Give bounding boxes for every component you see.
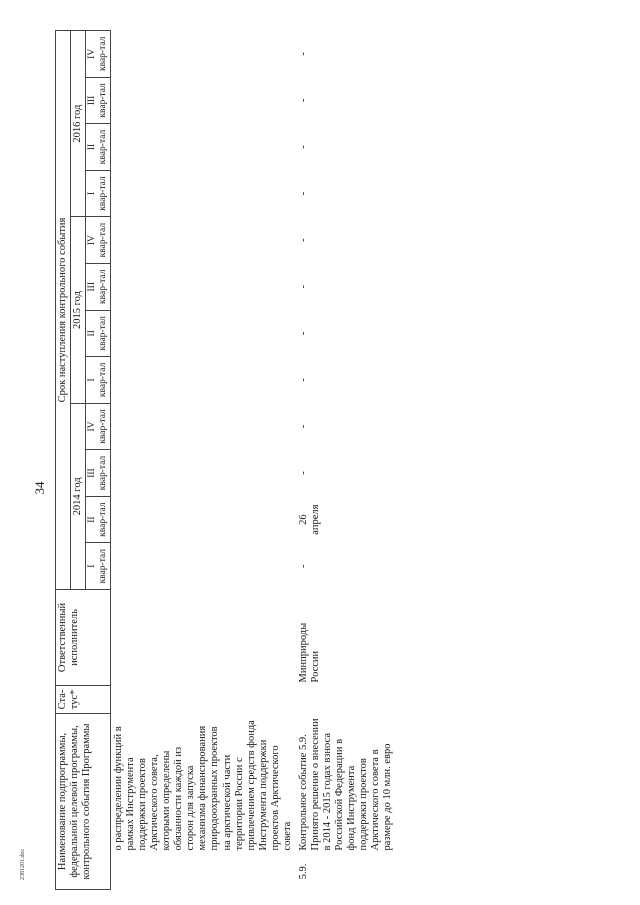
- row-cell: [110, 263, 295, 310]
- row-cell: [110, 310, 295, 357]
- header-quarter: II квар-тал: [86, 124, 111, 171]
- header-quarter: I квар-тал: [86, 543, 111, 590]
- header-quarter: IV квар-тал: [86, 403, 111, 450]
- header-deadline: Срок наступления контрольного события: [56, 31, 71, 590]
- header-year-2014: 2014 год: [71, 403, 86, 589]
- row-executor: Минприроды России: [297, 622, 321, 683]
- row-cell: -: [297, 52, 309, 56]
- row-executor: [110, 589, 295, 685]
- header-quarter: IV квар-тал: [86, 31, 111, 78]
- row-cell: [110, 450, 295, 497]
- row-cell: -: [297, 238, 309, 242]
- row-cell: -: [297, 564, 309, 568]
- header-quarter: IV квар-тал: [86, 217, 111, 264]
- row-cell: [110, 77, 295, 124]
- row-cell: [110, 357, 295, 404]
- row-cell: 26 апреля: [297, 504, 321, 535]
- header-quarter: III квар-тал: [86, 77, 111, 124]
- row-cell: -: [297, 145, 309, 149]
- row-status: [110, 685, 295, 713]
- header-quarter: III квар-тал: [86, 263, 111, 310]
- row-cell: [110, 124, 295, 171]
- header-year-2015: 2015 год: [71, 217, 86, 403]
- header-quarter: III квар-тал: [86, 450, 111, 497]
- row-cell: [110, 543, 295, 590]
- row-number: 5.9.: [297, 863, 309, 880]
- page-number: 34: [32, 481, 47, 495]
- header-quarter: I квар-тал: [86, 357, 111, 404]
- row-cell: [110, 170, 295, 217]
- header-executor: Ответственный исполнитель: [56, 589, 111, 685]
- control-events-table: [55, 30, 396, 890]
- header-quarter: II квар-тал: [86, 310, 111, 357]
- row-cell: -: [297, 331, 309, 336]
- row-cell: -: [297, 424, 309, 429]
- row-cell: -: [297, 284, 309, 289]
- row-cell: -: [297, 471, 309, 475]
- document-footer: 2381201.doc: [20, 848, 26, 880]
- row-name: о распределении функций в рамках Инструмента поддержки проектов Арктического совета, которыми определены обязанности каждой из сторон для запуска механизма финансирования природоохранных проектов на арктической части территории России с привлечением средств фонда Инструмента поддержки проектов Арктического совета: [112, 720, 293, 851]
- table-row: [296, 31, 397, 890]
- rotated-table-sheet: [55, 30, 575, 890]
- row-number: [110, 854, 295, 890]
- table-row: [110, 31, 295, 890]
- row-cell: [110, 403, 295, 450]
- header-quarter: I квар-тал: [86, 170, 111, 217]
- row-cell: -: [297, 378, 309, 382]
- row-cell: [110, 217, 295, 264]
- row-name: Контрольное событие 5.9. Принято решение о внесении в 2014 - 2015 годах взноса Российской Федерации в фонд Инструмента поддержки проектов Арктического совета в размере до 10 млн. евро: [297, 718, 394, 851]
- row-cell: -: [297, 98, 309, 103]
- header-status: Ста-тус*: [56, 685, 111, 713]
- header-name: Наименование подпрограммы, федеральной целевой программы, контрольного события Программы: [56, 713, 111, 889]
- header-quarter: II квар-тал: [86, 496, 111, 543]
- row-cell: -: [297, 191, 309, 196]
- row-status: [296, 685, 397, 713]
- row-cell: [110, 496, 295, 543]
- row-cell: [110, 31, 295, 78]
- header-year-2016: 2016 год: [71, 31, 86, 217]
